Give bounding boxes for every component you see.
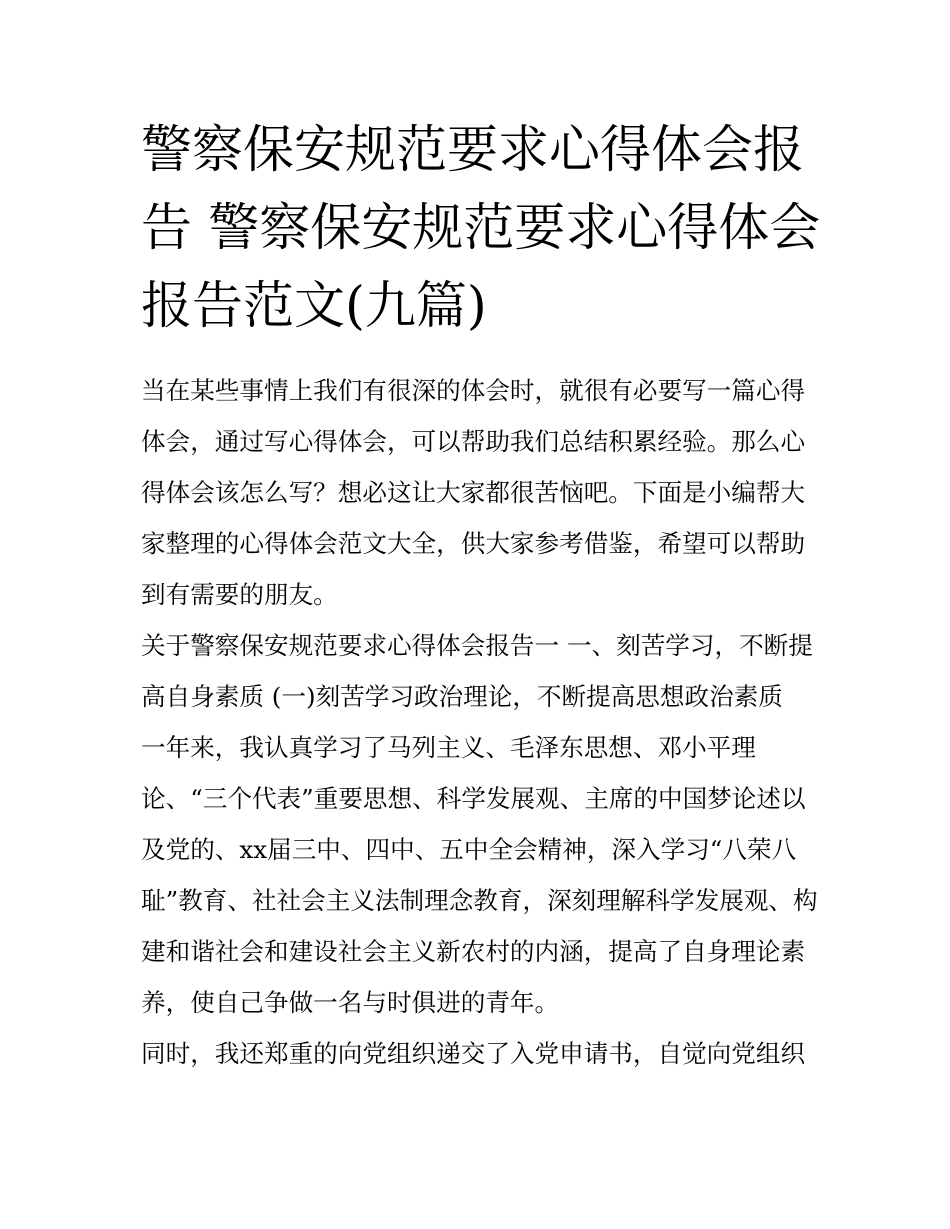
section-heading-paragraph: 关于警察保安规范要求心得体会报告一 一、刻苦学习，不断提高自身素质 (一)刻苦学习政治理论，不断提高思想政治素质 <box>141 631 813 711</box>
document-body <box>141 112 821 1079</box>
document-title: 警察保安规范要求心得体会报告 警察保安规范要求心得体会报告范文(九篇) <box>141 121 821 336</box>
body-paragraph: 一年来，我认真学习了马列主义、毛泽东思想、邓小平理论、“三个代表”重要思想、科学发展观、主席的中国梦论述以及党的、xx届三中、四中、五中全会精神，深入学习“八荣八耻”教育、社社会主义法制理念教育，深刻理解科学发展观、构建和谐社会和建设社会主义新农村的内涵，提高了自身理论素养，使自己争做一名与时俱进的青年。 <box>141 733 818 1017</box>
intro-paragraph: 当在某些事情上我们有很深的体会时，就很有必要写一篇心得体会，通过写心得体会，可以帮助我们总结积累经验。那么心得体会该怎么写？想必这让大家都很苦恼吧。下面是小编帮大家整理的心得体会范文大全，供大家参考借鉴，希望可以帮助到有需要的朋友。 <box>141 376 806 609</box>
body-paragraph-continued: 同时，我还郑重的向党组织递交了入党申请书，自觉向党组织 <box>141 1039 806 1068</box>
